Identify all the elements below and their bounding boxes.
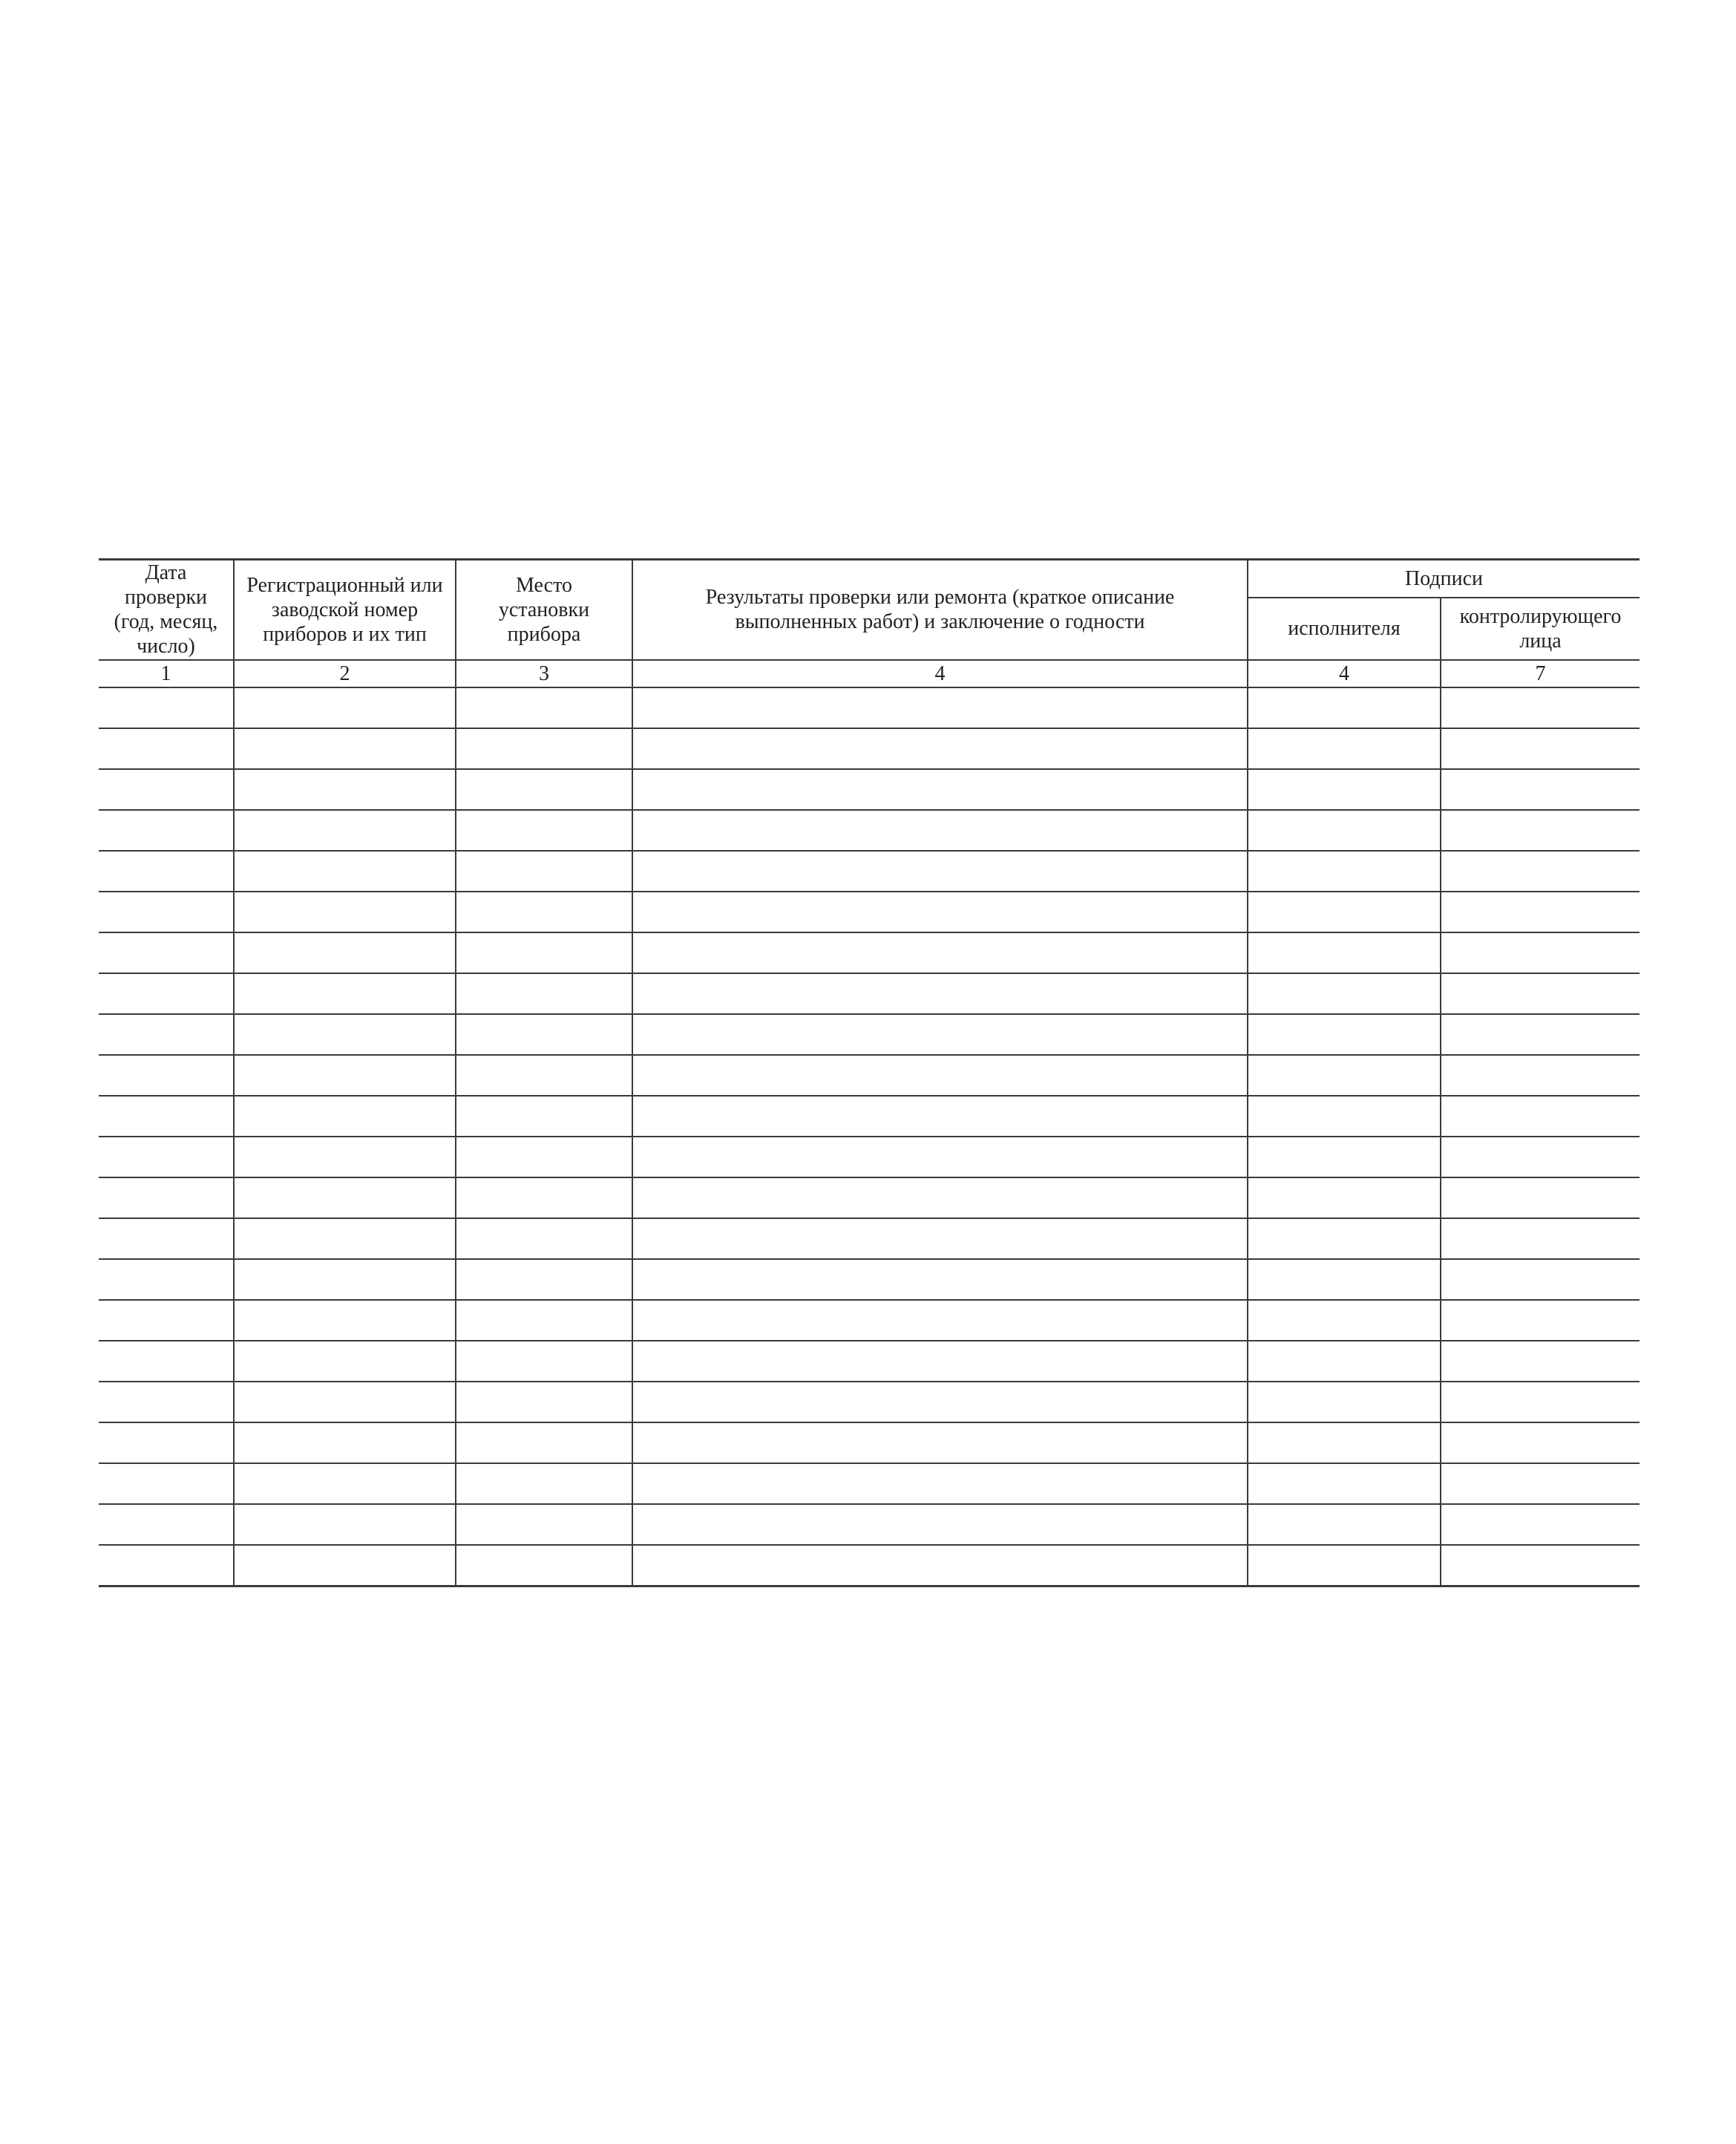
table-cell xyxy=(632,892,1248,932)
header-controller xyxy=(1441,598,1640,660)
table-row xyxy=(99,1259,1640,1300)
table-cell xyxy=(1248,728,1441,769)
table-row xyxy=(99,1422,1640,1463)
table-cell xyxy=(456,1504,632,1545)
table-cell xyxy=(456,973,632,1014)
table-cell xyxy=(99,1014,234,1055)
table-cell xyxy=(99,1341,234,1382)
table-row xyxy=(99,1382,1640,1422)
table-row xyxy=(99,892,1640,932)
header-executor-label: исполнителя xyxy=(1288,617,1401,640)
column-number: 1 xyxy=(99,660,234,687)
table-cell xyxy=(99,932,234,973)
table-cell xyxy=(1441,1259,1640,1300)
table-row xyxy=(99,728,1640,769)
table-cell xyxy=(632,1422,1248,1463)
table-row xyxy=(99,851,1640,892)
table-cell xyxy=(456,687,632,728)
table-cell xyxy=(456,1422,632,1463)
table-cell xyxy=(1248,1341,1441,1382)
table-cell xyxy=(632,973,1248,1014)
table-cell xyxy=(99,1463,234,1504)
table-cell xyxy=(1248,1014,1441,1055)
table-cell xyxy=(1441,1422,1640,1463)
inspection-journal-table xyxy=(99,558,1640,1587)
header-results xyxy=(632,560,1248,660)
table-cell xyxy=(1248,769,1441,810)
header-signatures-label: Подписи xyxy=(1404,566,1484,590)
table-cell xyxy=(632,769,1248,810)
table-cell xyxy=(234,851,456,892)
column-number: 4 xyxy=(632,660,1248,687)
table-cell xyxy=(234,1055,456,1096)
table-row xyxy=(99,1300,1640,1341)
table-cell xyxy=(234,1177,456,1218)
table-cell xyxy=(1248,1055,1441,1096)
table-cell xyxy=(234,728,456,769)
table-cell xyxy=(1248,1096,1441,1137)
table-row xyxy=(99,810,1640,851)
table-cell xyxy=(632,1137,1248,1177)
table-cell xyxy=(234,1382,456,1422)
header-results-label: Результаты проверки или ремонта (краткое описание выполненных работ) и заключение о годности xyxy=(705,586,1175,634)
table-cell xyxy=(632,1545,1248,1586)
table-cell xyxy=(234,1218,456,1259)
table-row xyxy=(99,1218,1640,1259)
table-cell xyxy=(99,1055,234,1096)
table-row xyxy=(99,1014,1640,1055)
table-cell xyxy=(632,932,1248,973)
table-cell xyxy=(456,1341,632,1382)
header-date-label: Дата проверки (год, месяц, число) xyxy=(114,561,218,658)
table-cell xyxy=(632,1504,1248,1545)
table-row xyxy=(99,1504,1640,1545)
table-cell xyxy=(99,769,234,810)
table-cell xyxy=(1248,851,1441,892)
table-cell xyxy=(632,1055,1248,1096)
table-cell xyxy=(632,1096,1248,1137)
header-date xyxy=(99,560,234,660)
table-cell xyxy=(456,1259,632,1300)
table-cell xyxy=(99,687,234,728)
table-cell xyxy=(99,892,234,932)
table-cell xyxy=(234,687,456,728)
table-cell xyxy=(632,810,1248,851)
header-signatures xyxy=(1248,560,1640,598)
table-cell xyxy=(234,1014,456,1055)
column-number-row xyxy=(99,660,1640,687)
header-row xyxy=(99,560,1640,598)
table-cell xyxy=(1441,932,1640,973)
table-cell xyxy=(632,1341,1248,1382)
table-cell xyxy=(632,1177,1248,1218)
table-cell xyxy=(1441,728,1640,769)
table-cell xyxy=(632,687,1248,728)
table-cell xyxy=(1248,1422,1441,1463)
table-cell xyxy=(1248,1218,1441,1259)
table-cell xyxy=(456,728,632,769)
header-executor xyxy=(1248,598,1441,660)
table-cell xyxy=(456,1055,632,1096)
table-cell xyxy=(1441,1055,1640,1096)
table-row xyxy=(99,1055,1640,1096)
table-row xyxy=(99,687,1640,728)
table-cell xyxy=(632,851,1248,892)
table-cell xyxy=(632,1300,1248,1341)
table-row xyxy=(99,1096,1640,1137)
header-controller-label: контролирующего лица xyxy=(1459,604,1622,653)
table-row xyxy=(99,769,1640,810)
column-number: 7 xyxy=(1441,660,1640,687)
table-row xyxy=(99,973,1640,1014)
table-cell xyxy=(99,728,234,769)
column-number: 2 xyxy=(234,660,456,687)
table-cell xyxy=(456,1463,632,1504)
table-cell xyxy=(456,851,632,892)
table-cell xyxy=(456,1545,632,1586)
table-cell xyxy=(1248,1382,1441,1422)
table-cell xyxy=(1441,769,1640,810)
header-install-location-label: Место установки прибора xyxy=(498,573,590,646)
table-cell xyxy=(1441,1504,1640,1545)
table-cell xyxy=(1441,1463,1640,1504)
table-cell xyxy=(456,1096,632,1137)
table-cell xyxy=(1248,1463,1441,1504)
table-cell xyxy=(1248,687,1441,728)
table-cell xyxy=(1441,1382,1640,1422)
table-cell xyxy=(234,1545,456,1586)
table-cell xyxy=(1441,687,1640,728)
header-install-location xyxy=(456,560,632,660)
table-cell xyxy=(1441,810,1640,851)
table-cell xyxy=(1441,892,1640,932)
table-cell xyxy=(456,769,632,810)
table-cell xyxy=(1248,1504,1441,1545)
table-cell xyxy=(632,1463,1248,1504)
table-cell xyxy=(99,1300,234,1341)
table-cell xyxy=(99,1177,234,1218)
table-cell xyxy=(99,1137,234,1177)
table-row xyxy=(99,932,1640,973)
table-cell xyxy=(99,1422,234,1463)
table-cell xyxy=(234,1463,456,1504)
table-cell xyxy=(456,1300,632,1341)
table-cell xyxy=(99,1259,234,1300)
table-cell xyxy=(632,1218,1248,1259)
table-cell xyxy=(1248,1259,1441,1300)
table-cell xyxy=(456,1014,632,1055)
table-cell xyxy=(456,1137,632,1177)
table-cell xyxy=(234,892,456,932)
table-row xyxy=(99,1137,1640,1177)
table-cell xyxy=(456,1218,632,1259)
table-cell xyxy=(234,932,456,973)
table-cell xyxy=(456,932,632,973)
table-cell xyxy=(99,1504,234,1545)
table-cell xyxy=(1248,1300,1441,1341)
table-cell xyxy=(234,810,456,851)
table-cell xyxy=(632,1014,1248,1055)
table-cell xyxy=(1441,973,1640,1014)
table-cell xyxy=(632,1382,1248,1422)
table-cell xyxy=(1441,1177,1640,1218)
table-cell xyxy=(1441,1218,1640,1259)
table-cell xyxy=(632,1259,1248,1300)
table-row xyxy=(99,1341,1640,1382)
table-cell xyxy=(234,1259,456,1300)
table-cell xyxy=(1441,1096,1640,1137)
table-row xyxy=(99,1177,1640,1218)
table-cell xyxy=(99,810,234,851)
table-cell xyxy=(456,1177,632,1218)
table-cell xyxy=(1248,973,1441,1014)
table-cell xyxy=(632,728,1248,769)
table-cell xyxy=(234,1341,456,1382)
header-registration-number-label: Регистрационный или заводской номер приборов и их тип xyxy=(246,573,443,646)
table-cell xyxy=(99,1545,234,1586)
table-cell xyxy=(456,1382,632,1422)
table-cell xyxy=(1248,810,1441,851)
header-registration-number xyxy=(234,560,456,660)
table-cell xyxy=(234,1422,456,1463)
table-cell xyxy=(99,851,234,892)
table-cell xyxy=(1441,1300,1640,1341)
table-cell xyxy=(1441,1341,1640,1382)
column-number: 4 xyxy=(1248,660,1441,687)
table-cell xyxy=(456,810,632,851)
table-cell xyxy=(1441,1014,1640,1055)
table-cell xyxy=(1441,1137,1640,1177)
table-row xyxy=(99,1545,1640,1586)
column-number: 3 xyxy=(456,660,632,687)
table-cell xyxy=(1248,1137,1441,1177)
table-cell xyxy=(99,1096,234,1137)
table-cell xyxy=(1441,1545,1640,1586)
table-cell xyxy=(99,973,234,1014)
table-cell xyxy=(1441,851,1640,892)
table-row xyxy=(99,1463,1640,1504)
table-cell xyxy=(456,892,632,932)
table-cell xyxy=(99,1218,234,1259)
table-cell xyxy=(1248,1177,1441,1218)
table-cell xyxy=(99,1382,234,1422)
table-cell xyxy=(234,769,456,810)
table-cell xyxy=(1248,932,1441,973)
table-cell xyxy=(1248,1545,1441,1586)
table-cell xyxy=(1248,892,1441,932)
table-cell xyxy=(234,1096,456,1137)
table-cell xyxy=(234,1300,456,1341)
table-cell xyxy=(234,1137,456,1177)
table-cell xyxy=(234,1504,456,1545)
table-cell xyxy=(234,973,456,1014)
